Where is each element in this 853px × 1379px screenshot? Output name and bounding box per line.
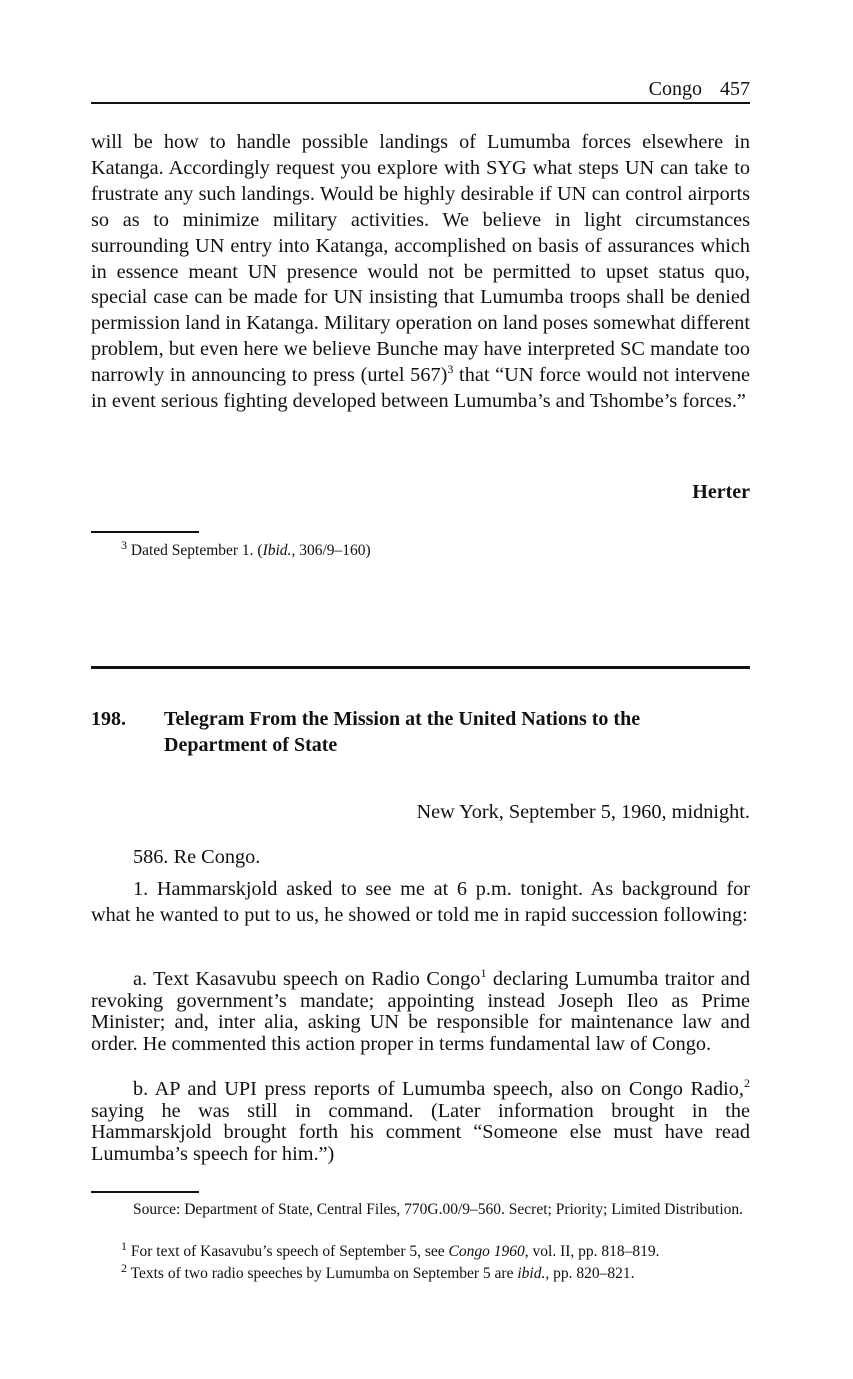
footnote-3-rest: , 306/9–160)	[291, 542, 371, 559]
source-note: Source: Department of State, Central Files, 770G.00/9–560. Secret; Priority; Limited Distribution.	[133, 1201, 744, 1218]
footnote-3: $^3$ Dated September 1. (Ibid., 306/9–160)	[121, 537, 371, 559]
item-a	[91, 966, 751, 1055]
signature: Herter	[692, 481, 750, 503]
footnote-1-text: For text of Kasavubu’s speech of September 5, see	[130, 1243, 449, 1260]
running-title: Congo	[648, 78, 702, 100]
footnote-3-marker: 3	[121, 537, 127, 552]
telegram-reference: 586. Re Congo.	[133, 846, 261, 868]
footnote-1-title: Congo 1960	[448, 1243, 525, 1260]
footnote-1	[121, 1238, 660, 1262]
paragraph-1: 1. Hammarskjold asked to see me at 6 p.m. tonight. As background for what he wanted to put to us, he showed or told me in rapid succession following:	[91, 878, 750, 926]
footnote-divider-2	[91, 1191, 199, 1193]
footnote-2	[121, 1260, 635, 1284]
item-b-text: b. AP and UPI press reports of Lumumba speech, also on Congo Radio,	[133, 1078, 744, 1100]
page-number: 457	[720, 78, 750, 100]
footnote-2-text: Texts of two radio speeches by Lumumba on September 5 are	[130, 1265, 518, 1282]
document-number: 198.	[91, 708, 126, 730]
item-b-text-end: saying he was still in command. (Later information brought in the Hammarskjold brought forth his comment “Someone else must have read Lumumba’s speech for him.”)	[91, 1099, 750, 1165]
section-divider	[91, 666, 750, 669]
footnote-2-rest: , pp. 820–821.	[545, 1265, 635, 1282]
footnote-1-marker: 1	[121, 1238, 127, 1253]
continued-text: will be how to handle possible landings of Lumumba forces elsewhere in Katanga. Accordingly request you explore with SYG what steps UN can take to frustrate any such landings. Would be highly desirable if UN can control airports so as to minimize military activities. We believe in light circumstances surrounding UN entry into Katanga, accomplished on basis of assurances which in essence meant UN presence would not be permitted to upset status quo, special case can be made for UN insisting that Lumumba troops shall be denied permission land in Katanga. Military operation on land poses somewhat different problem, but even here we believe Bunche may have interpreted SC mandate too narrowly in announcing to press (urtel 567)	[91, 131, 750, 387]
footnote-2-marker: 2	[121, 1260, 127, 1275]
footnote-2-ibid: ibid.	[517, 1265, 546, 1282]
footnote-3-text: Dated September 1.	[130, 542, 258, 559]
continued-paragraph	[91, 130, 750, 415]
item-b	[91, 1076, 750, 1165]
item-a-text-end: declaring Lumumba traitor and revoking government’s mandate; appointing instead Joseph Ileo as Prime Minister; and, inter alia, asking UN be responsible for maintenance law and order. He commented this action proper in terms fundamental law of Congo.	[91, 968, 751, 1055]
footnote-reference-3: 3	[447, 362, 454, 377]
document-title: Telegram From the Mission at the United Nations to the Department of State	[164, 708, 641, 756]
footnote-1-rest: , vol. II, pp. 818–819.	[524, 1243, 660, 1260]
item-a-text: a. Text Kasavubu speech on Radio Congo	[133, 968, 481, 990]
footnote-reference-1: 1	[480, 966, 487, 981]
footnote-divider	[91, 531, 199, 533]
continued-text-end: that “UN force would not intervene in event serious fighting developed between Lumumba’s and Tshombe’s forces.”	[91, 364, 750, 413]
footnote-3-ibid: Ibid.	[262, 542, 292, 559]
running-header	[91, 76, 750, 104]
dateline: New York, September 5, 1960, midnight.	[416, 801, 750, 823]
footnote-reference-2: 2	[744, 1076, 750, 1091]
